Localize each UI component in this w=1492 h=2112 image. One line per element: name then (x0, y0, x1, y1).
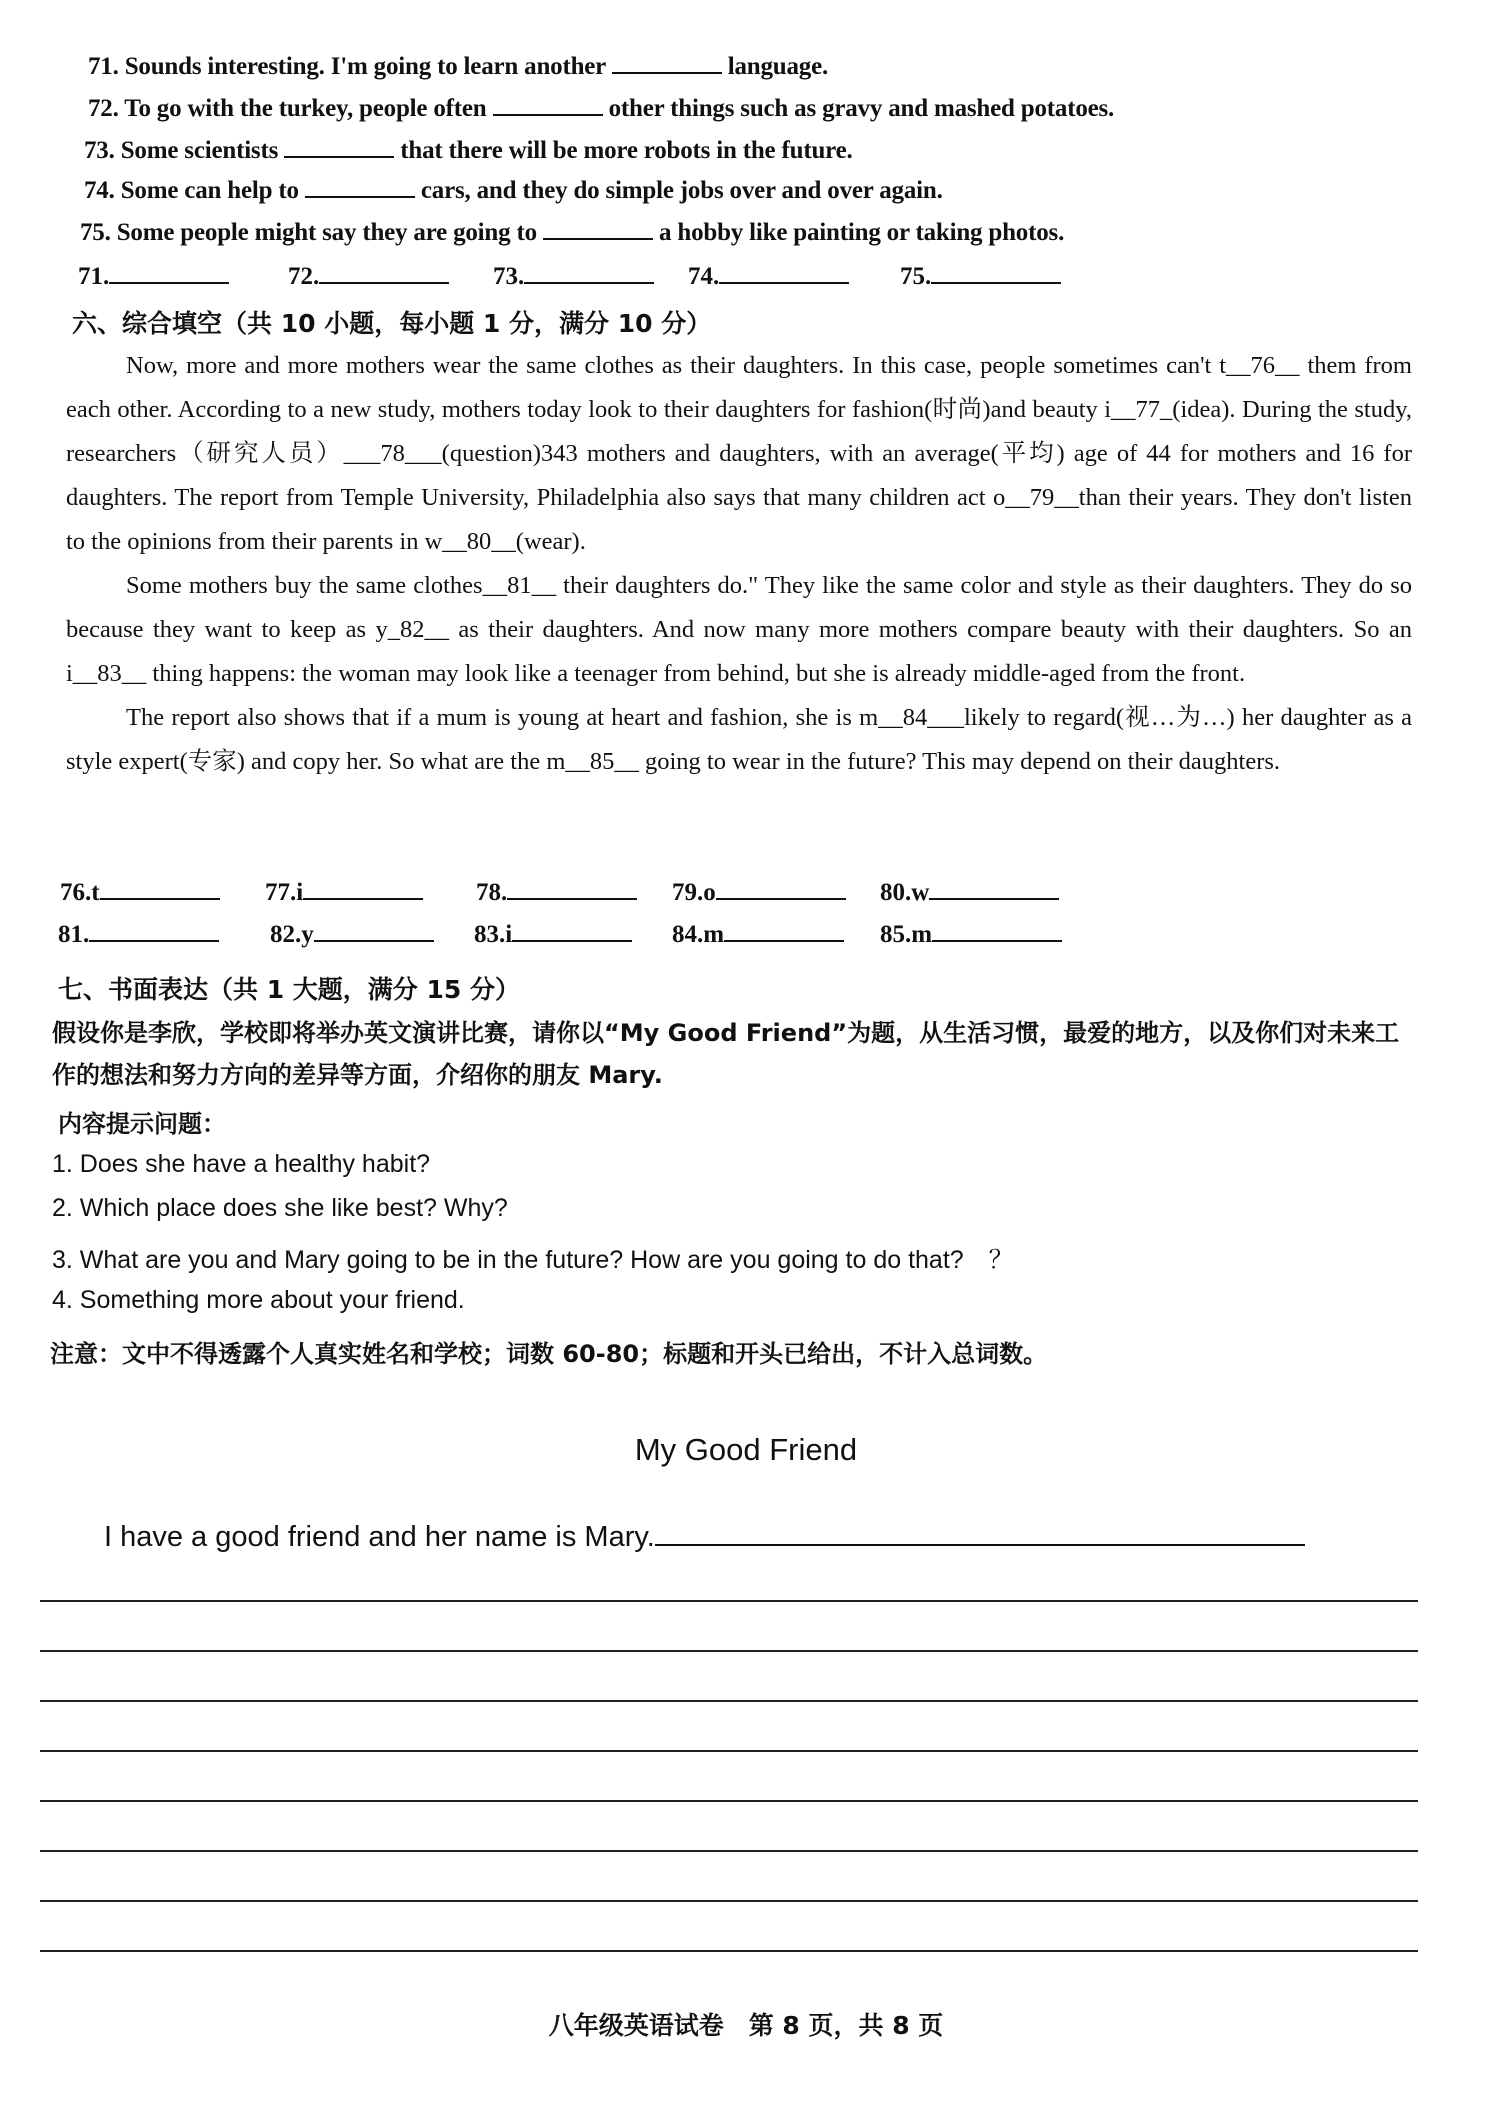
answer-84: 84.m (672, 920, 844, 949)
writing-line[interactable] (40, 1900, 1418, 1902)
answer-80: 80.w (880, 878, 1059, 907)
hint-question-3: 3. What are you and Mary going to be in the future? How are you going to do that? ？ (52, 1246, 1014, 1274)
essay-title: My Good Friend (634, 1432, 858, 1467)
answer-71: 71. (78, 262, 229, 291)
writing-line[interactable] (40, 1600, 1418, 1602)
section-heading-7: 七、书面表达（共 1 大题，满分 15 分） (58, 975, 521, 1004)
blank-73[interactable] (284, 136, 394, 158)
hint-question-2: 2. Which place does she like best? Why? (52, 1194, 508, 1222)
cloze-paragraph-3: The report also shows that if a mum is young at heart and fashion, she is m__84___likely to regard(视…为…) her daughter as a style expert(专家) and copy her. So what are the m__85__ going to wear in the future? This may depend on their daughters. (66, 704, 1412, 775)
blank-75[interactable] (543, 218, 653, 240)
cloze-paragraph-1: Now, more and more mothers wear the same clothes as their daughters. In this case, people sometimes can't t__76__ them from each other. According to a new study, mothers today look to their daughters for fashion(时尚)and beauty i__77_(idea). During the study, researchers（研究人员）___78___(question)343 mothers and daughters, with an average(平均) age of 44 for mothers and 16 for daughters. The report from Temple University, Philadelphia also says that many children act o__79__than their years. They don't listen to the opinions from their parents in w__80__(wear). (66, 352, 1412, 555)
answer-81: 81. (58, 920, 219, 949)
writing-line[interactable] (40, 1750, 1418, 1752)
page-footer: 八年级英语试卷 第 8 页，共 8 页 (548, 2011, 944, 2040)
writing-line[interactable] (40, 1950, 1418, 1952)
answer-74: 74. (688, 262, 849, 291)
writing-line[interactable] (40, 1800, 1418, 1802)
hint-question-1: 1. Does she have a healthy habit? (52, 1150, 431, 1178)
opening-blank[interactable] (655, 1520, 1305, 1546)
answer-72: 72. (288, 262, 449, 291)
answer-75: 75. (900, 262, 1061, 291)
writing-line[interactable] (40, 1650, 1418, 1652)
answer-73: 73. (493, 262, 654, 291)
writing-note: 注意：文中不得透露个人真实姓名和学校；词数 60-80；标题和开头已给出，不计入总词数。 (50, 1340, 1048, 1368)
blank-71[interactable] (612, 52, 722, 74)
answer-83: 83.i (474, 920, 632, 949)
section-heading-6: 六、综合填空（共 10 小题，每小题 1 分，满分 10 分） (72, 309, 712, 338)
hint-question-4: 4. Something more about your friend. (52, 1286, 465, 1314)
question-71: 71. Sounds interesting. I'm going to learn another language. (88, 53, 829, 80)
blank-72[interactable] (493, 94, 603, 116)
answer-79: 79.o (672, 878, 846, 907)
blank-74[interactable] (305, 176, 415, 198)
essay-opening-line: I have a good friend and her name is Mary. (104, 1520, 1305, 1554)
answer-77: 77.i (265, 878, 423, 907)
question-72: 72. To go with the turkey, people often other things such as gravy and mashed potatoes. (88, 95, 1115, 122)
writing-line[interactable] (40, 1700, 1418, 1702)
answer-82: 82.y (270, 920, 434, 949)
question-73: 73. Some scientists that there will be more robots in the future. (84, 137, 853, 164)
writing-line[interactable] (40, 1850, 1418, 1852)
answer-76: 76.t (60, 878, 220, 907)
hint-label: 内容提示问题： (58, 1110, 226, 1138)
question-74: 74. Some can help to cars, and they do simple jobs over and over again. (84, 177, 943, 204)
answer-78: 78. (476, 878, 637, 907)
question-75: 75. Some people might say they are going to a hobby like painting or taking photos. (80, 219, 1065, 246)
answer-85: 85.m (880, 920, 1062, 949)
cloze-passage (66, 344, 1412, 784)
cloze-paragraph-2: Some mothers buy the same clothes__81__ their daughters do." They like the same color and style as their daughters. They do so because they want to keep as y_82__ as their daughters. And now many more mothers compare beauty with their daughters. So an i__83__ thing happens: the woman may look like a teenager from behind, but she is already middle-aged from the front. (66, 572, 1412, 687)
writing-instruction: 假设你是李欣，学校即将举办英文演讲比赛，请你以“My Good Friend”为题，从生活习惯，最爱的地方，以及你们对未来工作的想法和努力方向的差异等方面，介绍你的朋友 Mary. (52, 1019, 1400, 1089)
